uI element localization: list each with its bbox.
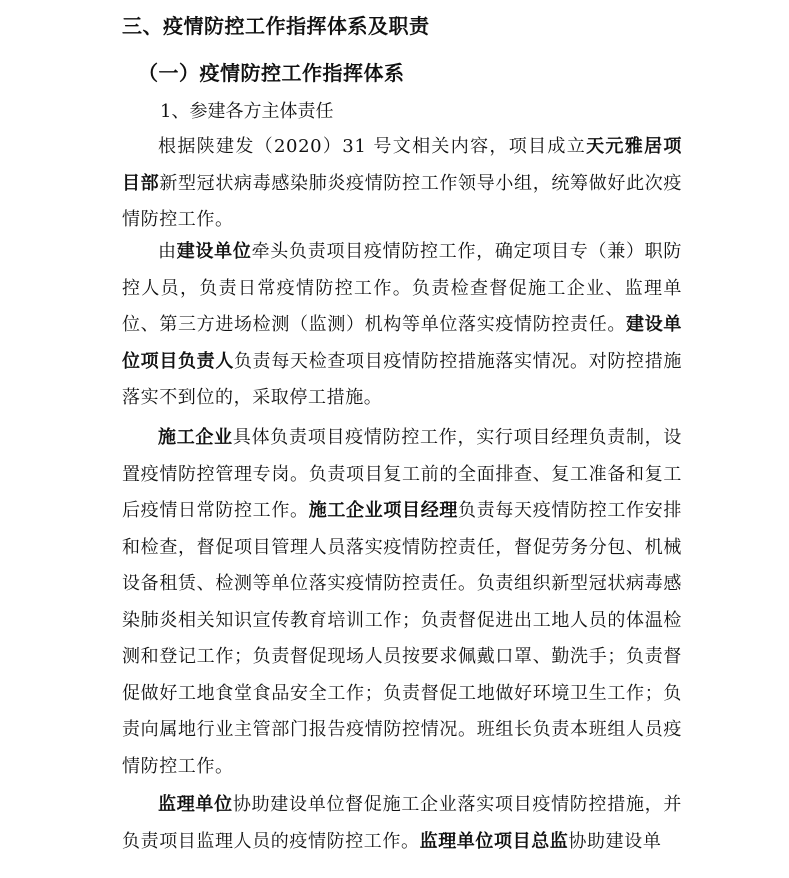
paragraph-supervision-unit [122,787,682,860]
text-run: 负责每天疫情防控工作安排和检查，督促项目管理人员落实疫情防控责任，督促劳务分包、机械设备租赁、检测等单位落实疫情防控责任。负责组织新型冠状病毒感染肺炎相关知识宣传教育培训工作；负责督促进出工地人员的体温检测和登记工作；负责督促现场人员按要求佩戴口罩、勤洗手；负责督促做好工地食堂食品安全工作；负责督促工地做好环境卫生工作；负责向属地行业主管部门报告疫情防控情况。班组长负责本班组人员疫情防控工作。 [122,500,682,777]
paragraph-contractor [122,420,682,785]
text-run: 协助建设单位督促施工企业落实项目疫情防控措施，并负责项目监理人员的疫情防控工作。 [122,794,682,852]
text-run: 具体负责项目疫情防控工作，实行项目经理负责制，设置疫情防控管理专岗。负责项目复工前的全面排查、复工准备和复工后疫情日常防控工作。 [122,427,682,521]
text-run: 协助建设单 [568,830,662,852]
text-run: 根据陕建发（2020）31 号文相关内容，项目成立 [158,136,587,157]
bold-run: 监理单位 [158,794,233,815]
paragraph-project-team [122,129,682,239]
bold-run: 施工企业项目经理 [308,500,459,521]
text-run: 负责每天检查项目疫情防控措施落实情况。对防控措施落实不到位的，采取停工措施。 [122,350,682,408]
text-run: 新型冠状病毒感染肺炎疫情防控工作领导小组，统筹做好此次疫情防控工作。 [122,172,683,230]
text-run: 牵头负责项目疫情防控工作，确定项目专（兼）职防控人员，负责日常疫情防控工作。负责检查督促施工企业、监理单位、第三方进场检测（监测）机构等单位落实疫情防控责任。 [122,241,682,335]
bold-run: 施工企业 [158,427,233,448]
subsection-heading: （一）疫情防控工作指挥体系 [138,61,405,85]
bold-run: 天元雅居项目部 [122,136,683,194]
item-heading: 1、参建各方主体责任 [160,101,334,122]
paragraph-construction-unit [122,234,682,417]
section-heading: 三、疫情防控工作指挥体系及职责 [122,14,430,38]
text-run: 由 [158,241,177,262]
bold-run: 建设单位 [176,241,252,262]
bold-run: 监理单位项目总监 [419,830,569,852]
bold-run: 建设单位项目负责人 [122,314,682,372]
